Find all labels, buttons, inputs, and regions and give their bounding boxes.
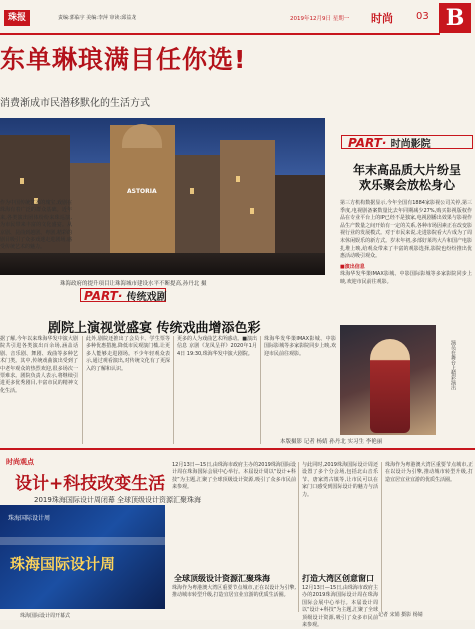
right-schedule-text: 珠海华发华策IMAX影城、中影国际影城等多家影院同步上映,欢迎市民前往观影。 bbox=[340, 271, 472, 285]
part-a-tag: PART· bbox=[84, 289, 123, 303]
theatre-headline: 剧院上演视觉盛宴 传统戏曲增添色彩 bbox=[48, 321, 261, 336]
section-two-subtitle: 2019珠海国际设计周闭幕 全球顶级设计资源汇聚珠海 bbox=[34, 496, 202, 504]
feature-subtitle: 消费渐成市民潜移默化的生活方式 bbox=[0, 98, 150, 109]
design-week-subhead-a: 全球顶级设计资源汇聚珠海 bbox=[174, 574, 270, 583]
feature-banner bbox=[0, 44, 340, 76]
design-week-credit: 记者 宋娟 摄影 杨婧 bbox=[378, 612, 423, 618]
section-divider bbox=[0, 448, 475, 450]
part-b-title: 时尚影院 bbox=[390, 139, 431, 150]
photo-store-sign: ASTORIA bbox=[127, 188, 157, 195]
photo-credits: 本版摄影 记者 杨婧 孙丹北 实习生 李艳丽 bbox=[280, 439, 383, 445]
masthead-logo: 珠报 bbox=[4, 10, 30, 26]
design-week-body-col-2: 与此同时,2019珠海国际设计周还设置了多个分会场,包括北山音乐节、唐家湾古镇等,让市民可以在家门口感受到国际设计的魅力与活力。 bbox=[302, 462, 378, 498]
design-week-photo-text: 珠海国际设计周 bbox=[8, 515, 51, 522]
theatre-body-col-4: 珠海华发华策IMAX影城、中影国际影城等多家影院同步上映,欢迎市民前往观影。 bbox=[264, 336, 336, 357]
design-week-photo-caption: 珠海国际设计周开幕式 bbox=[20, 613, 71, 619]
column-divider bbox=[381, 462, 382, 612]
right-article-body bbox=[340, 200, 472, 287]
right-headline-line-1: 年末高品质大片纷呈 bbox=[352, 163, 461, 177]
column-divider bbox=[82, 336, 83, 444]
masthead-date: 2019年12月9日 星期一 bbox=[290, 16, 350, 22]
column-divider bbox=[173, 336, 174, 444]
column-divider bbox=[298, 462, 299, 612]
design-week-photo-stripe bbox=[0, 537, 165, 545]
masthead-section: 时尚 bbox=[371, 12, 393, 25]
street-photo-caption: 珠海政府的提升项目让珠海城市建设水平不断提高,孙丹北 摄 bbox=[60, 281, 207, 287]
masthead-page-letter: B bbox=[439, 3, 471, 33]
theatre-body-col-2: 此外,剧院还推出了会员卡、学生票等多种优惠措施,降低市民观演门槛,让更多人能够走进剧场。不少年轻观众表示,通过观看演出,对传统文化有了更深入的了解和认识。 bbox=[86, 336, 170, 372]
section-two-label: 时尚观点 bbox=[6, 458, 34, 466]
right-headline-line-2: 欢乐聚会放松身心 bbox=[358, 178, 455, 192]
theatre-body-col-3: 更多的人为戏曲艺术所感动。■演出信息 京剧《龙凤呈祥》2020年1月4日 19:30,珠海华发中演大剧院。 bbox=[177, 336, 257, 357]
right-article-text: 第三方机构数据显示,今年全国有1884家影视公司关停,第三季度,电视剧备案数量比去年同期减少27%,购买影视版权作品在专业平台上的IP已经不是独家,电视剧播出效果与影视作品生产数量之间开始有一定的关系,各种市场因素正在改变影视行业的发展模式。对于市民来说,走进影院看大片成为了周末休闲娱乐的新方式。岁末年初,多部好莱坞大片和国产电影扎堆上映,给观众带来了丰富的观影选择,影院也纷纷推出优惠活动吸引观众。 bbox=[340, 200, 472, 260]
photo-window bbox=[20, 178, 24, 184]
theatre-body-col-1: 据了解,今年以来珠海华发中演大剧院共引进各类演出百余场,涵盖话剧、音乐剧、舞剧、戏曲等多种艺术门类。其中,传统戏曲演出受到了中老年观众的热烈欢迎,很多场次一票难求。剧院负责人表示,将继续引进更多优秀剧目,丰富市民的精神文化生活。 bbox=[0, 336, 78, 394]
part-b-tag: PART· bbox=[348, 136, 387, 150]
design-week-body-col-1b: 珠海作为粤港澳大湾区重要节点城市,正在以设计为引擎,推动城市转型升级,打造宜居宜业宜游的优质生活圈。 bbox=[172, 585, 296, 599]
masthead-page-number: 03 bbox=[416, 11, 429, 22]
performer-figure bbox=[370, 339, 410, 433]
design-week-photo bbox=[0, 505, 165, 609]
masthead-rule bbox=[0, 33, 440, 35]
right-headline bbox=[343, 163, 471, 193]
part-b-label bbox=[348, 135, 431, 150]
masthead bbox=[0, 0, 475, 36]
performer-photo-caption: 演员在舞台上精彩演出 bbox=[450, 340, 456, 390]
design-week-body-col-2b: 12月13日—15日,由珠海市政府主办的2019珠海国际设计周在珠海国际会展中心举行。本届设计周以“设计+科技”为主题,汇聚了全球顶级设计资源,吸引了众多市民前来参观。 bbox=[302, 585, 378, 629]
feature-headline: 东单琳琅满目任你选! bbox=[0, 45, 247, 74]
part-a-label bbox=[84, 288, 167, 303]
right-schedule-label: ■演出信息 bbox=[340, 263, 365, 270]
photo-window bbox=[190, 188, 194, 194]
design-week-body-col-1: 12月13日—15日,由珠海市政府主办的2019珠海国际设计周在珠海国际会展中心举行。本届设计周以“设计+科技”为主题,汇聚了全球顶级设计资源,吸引了众多市民前来参观。 bbox=[172, 462, 296, 491]
performer-photo bbox=[340, 325, 436, 435]
left-article-intro: 作为中国传统艺术的瑰宝,戏剧在珠海有着广泛的群众基础。近年来,各类演出团体纷纷来珠巡演,为市民带来丰富的文化盛宴。从京剧、昆曲到越剧、粤剧,精彩的剧目吸引了众多戏迷走进剧场,感受传统艺术的魅力。 bbox=[0, 200, 72, 251]
photo-window bbox=[236, 176, 240, 182]
photo-window bbox=[250, 208, 254, 214]
design-week-body-col-3: 珠海作为粤港澳大湾区重要节点城市,正在以设计为引擎,推动城市转型升级,打造宜居宜业宜游的优质生活圈。 bbox=[385, 462, 473, 483]
part-a-title: 传统戏剧 bbox=[126, 292, 167, 303]
masthead-credits: 责编:郭临宇 美编:李萍 审读:邱益龙 bbox=[58, 15, 137, 21]
design-week-subhead-b: 打造大湾区创意窗口 bbox=[302, 574, 374, 583]
section-two-headline: 设计+科技改变生活 bbox=[15, 474, 166, 494]
column-divider bbox=[260, 336, 261, 444]
design-week-photo-banner: 珠海国际设计周 bbox=[10, 555, 116, 573]
